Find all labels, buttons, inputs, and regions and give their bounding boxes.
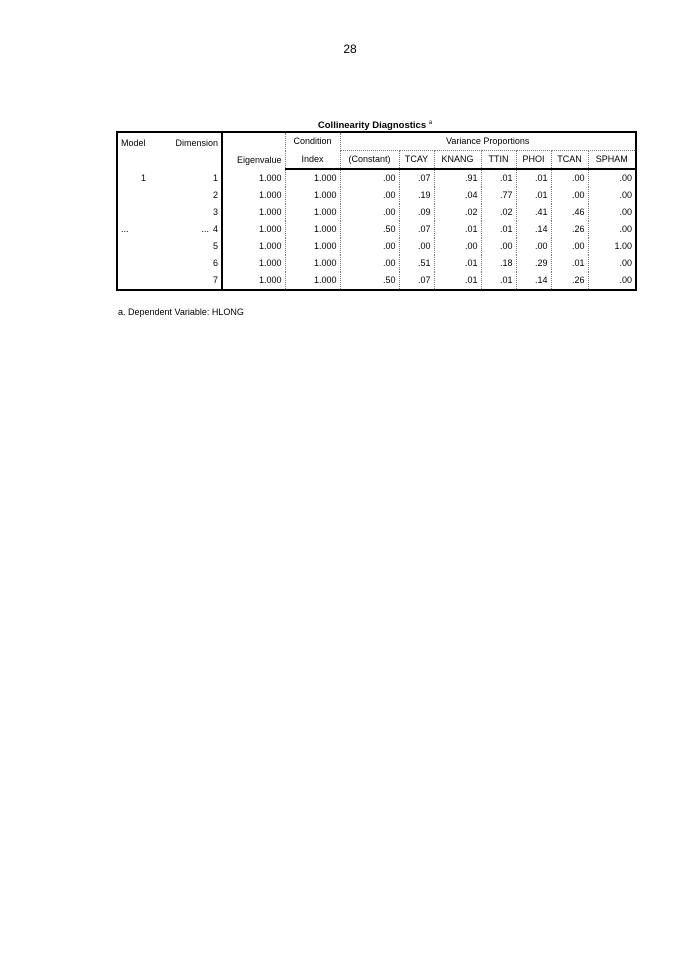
variance-constant-cell: .00 — [340, 169, 399, 187]
variance-ttin-cell: .77 — [481, 187, 516, 204]
header-eigenvalue: Eigenvalue — [222, 132, 285, 169]
variance-ttin-cell: .01 — [481, 169, 516, 187]
dimension-value: 3 — [212, 207, 218, 217]
dimension-cell — [169, 169, 222, 187]
condition-index-cell: 1.000 — [285, 169, 340, 187]
eigenvalue-cell: 1.000 — [222, 255, 285, 272]
header-constant: (Constant) — [340, 151, 399, 170]
header-variance-proportions: Variance Proportions — [340, 132, 636, 151]
variance-phoi-cell: .14 — [516, 221, 551, 238]
header-phoi: PHOI — [516, 151, 551, 170]
variance-tcay-cell: .09 — [399, 204, 434, 221]
variance-ttin-cell: .02 — [481, 204, 516, 221]
variance-tcan-cell: .26 — [551, 272, 588, 290]
variance-phoi-cell: .00 — [516, 238, 551, 255]
eigenvalue-cell: 1.000 — [222, 169, 285, 187]
model-cell — [117, 238, 169, 255]
variance-knang-cell: .04 — [434, 187, 481, 204]
dimension-cell — [169, 204, 222, 221]
header-row-1 — [117, 132, 636, 151]
variance-constant-cell: .00 — [340, 255, 399, 272]
variance-ttin-cell: .18 — [481, 255, 516, 272]
condition-index-cell: 1.000 — [285, 187, 340, 204]
dimension-value: 4 — [212, 224, 218, 234]
dimension-value: 6 — [212, 258, 218, 268]
variance-phoi-cell: .41 — [516, 204, 551, 221]
variance-knang-cell: .01 — [434, 255, 481, 272]
variance-phoi-cell: .01 — [516, 187, 551, 204]
dimension-cell — [169, 187, 222, 204]
model-cell — [117, 255, 169, 272]
variance-knang-cell: .01 — [434, 221, 481, 238]
eigenvalue-cell: 1.000 — [222, 238, 285, 255]
table-row — [117, 255, 636, 272]
page-number: 28 — [343, 42, 357, 56]
header-spham: SPHAM — [588, 151, 636, 170]
table-title-text: Collinearity Diagnostics — [317, 120, 427, 131]
variance-tcan-cell: .00 — [551, 238, 588, 255]
dimension-cell — [169, 221, 222, 238]
variance-knang-cell: .01 — [434, 272, 481, 290]
variance-spham-cell: .00 — [588, 272, 636, 290]
table-row — [117, 221, 636, 238]
footnote: a. Dependent Variable: HLONG — [118, 307, 244, 317]
variance-constant-cell: .50 — [340, 221, 399, 238]
variance-knang-cell: .91 — [434, 169, 481, 187]
variance-constant-cell: .00 — [340, 204, 399, 221]
variance-phoi-cell: .01 — [516, 169, 551, 187]
model-cell — [117, 204, 169, 221]
header-condition-index-top: Condition — [285, 132, 340, 151]
table-title — [116, 120, 634, 131]
eigenvalue-cell: 1.000 — [222, 204, 285, 221]
dimension-value: 1 — [212, 172, 218, 183]
header-tcan: TCAN — [551, 151, 588, 170]
header-model: Model — [121, 138, 146, 148]
table-title-superscript: a — [428, 120, 433, 126]
header-knang: KNANG — [434, 151, 481, 170]
variance-phoi-cell: .29 — [516, 255, 551, 272]
header-dimension: Dimension — [175, 138, 218, 148]
dimension-value: 2 — [212, 190, 218, 200]
variance-tcay-cell: .07 — [399, 272, 434, 290]
condition-index-cell: 1.000 — [285, 221, 340, 238]
model-cell: 1 — [140, 172, 146, 183]
variance-spham-cell: .00 — [588, 187, 636, 204]
collinearity-diagnostics-table — [116, 131, 637, 291]
dimension-cell — [169, 272, 222, 290]
condition-index-cell: 1.000 — [285, 255, 340, 272]
dimension-cell — [169, 238, 222, 255]
dimension-value: 7 — [212, 275, 218, 285]
table-body — [117, 169, 636, 290]
condition-index-cell: 1.000 — [285, 238, 340, 255]
table-row — [117, 169, 636, 187]
variance-ttin-cell: .01 — [481, 221, 516, 238]
variance-ttin-cell: .01 — [481, 272, 516, 290]
variance-spham-cell: 1.00 — [588, 238, 636, 255]
variance-knang-cell: .02 — [434, 204, 481, 221]
model-cell — [117, 272, 169, 290]
variance-tcan-cell: .46 — [551, 204, 588, 221]
variance-constant-cell: .00 — [340, 187, 399, 204]
variance-ttin-cell: .00 — [481, 238, 516, 255]
condition-index-cell: 1.000 — [285, 204, 340, 221]
eigenvalue-cell: 1.000 — [222, 272, 285, 290]
eigenvalue-cell: 1.000 — [222, 187, 285, 204]
variance-tcay-cell: .07 — [399, 221, 434, 238]
model-cell — [117, 187, 169, 204]
variance-tcay-cell: .00 — [399, 238, 434, 255]
condition-index-cell: 1.000 — [285, 272, 340, 290]
dimension-prefix: ... — [201, 224, 209, 234]
header-ttin: TTIN — [481, 151, 516, 170]
variance-spham-cell: .00 — [588, 169, 636, 187]
variance-tcan-cell: .00 — [551, 169, 588, 187]
eigenvalue-cell: 1.000 — [222, 221, 285, 238]
variance-spham-cell: .00 — [588, 255, 636, 272]
variance-tcay-cell: .51 — [399, 255, 434, 272]
variance-tcan-cell: .00 — [551, 187, 588, 204]
table-row — [117, 238, 636, 255]
variance-spham-cell: .00 — [588, 221, 636, 238]
table-row — [117, 204, 636, 221]
model-cell: ... — [121, 224, 129, 234]
variance-knang-cell: .00 — [434, 238, 481, 255]
table-row — [117, 187, 636, 204]
dimension-cell — [169, 255, 222, 272]
dimension-value: 5 — [212, 241, 218, 251]
header-tcay: TCAY — [399, 151, 434, 170]
variance-tcay-cell: .07 — [399, 169, 434, 187]
table-row — [117, 272, 636, 290]
header-condition-index-bottom: Index — [285, 151, 340, 170]
variance-tcan-cell: .26 — [551, 221, 588, 238]
variance-phoi-cell: .14 — [516, 272, 551, 290]
variance-constant-cell: .50 — [340, 272, 399, 290]
variance-spham-cell: .00 — [588, 204, 636, 221]
variance-constant-cell: .00 — [340, 238, 399, 255]
variance-tcay-cell: .19 — [399, 187, 434, 204]
variance-tcan-cell: .01 — [551, 255, 588, 272]
